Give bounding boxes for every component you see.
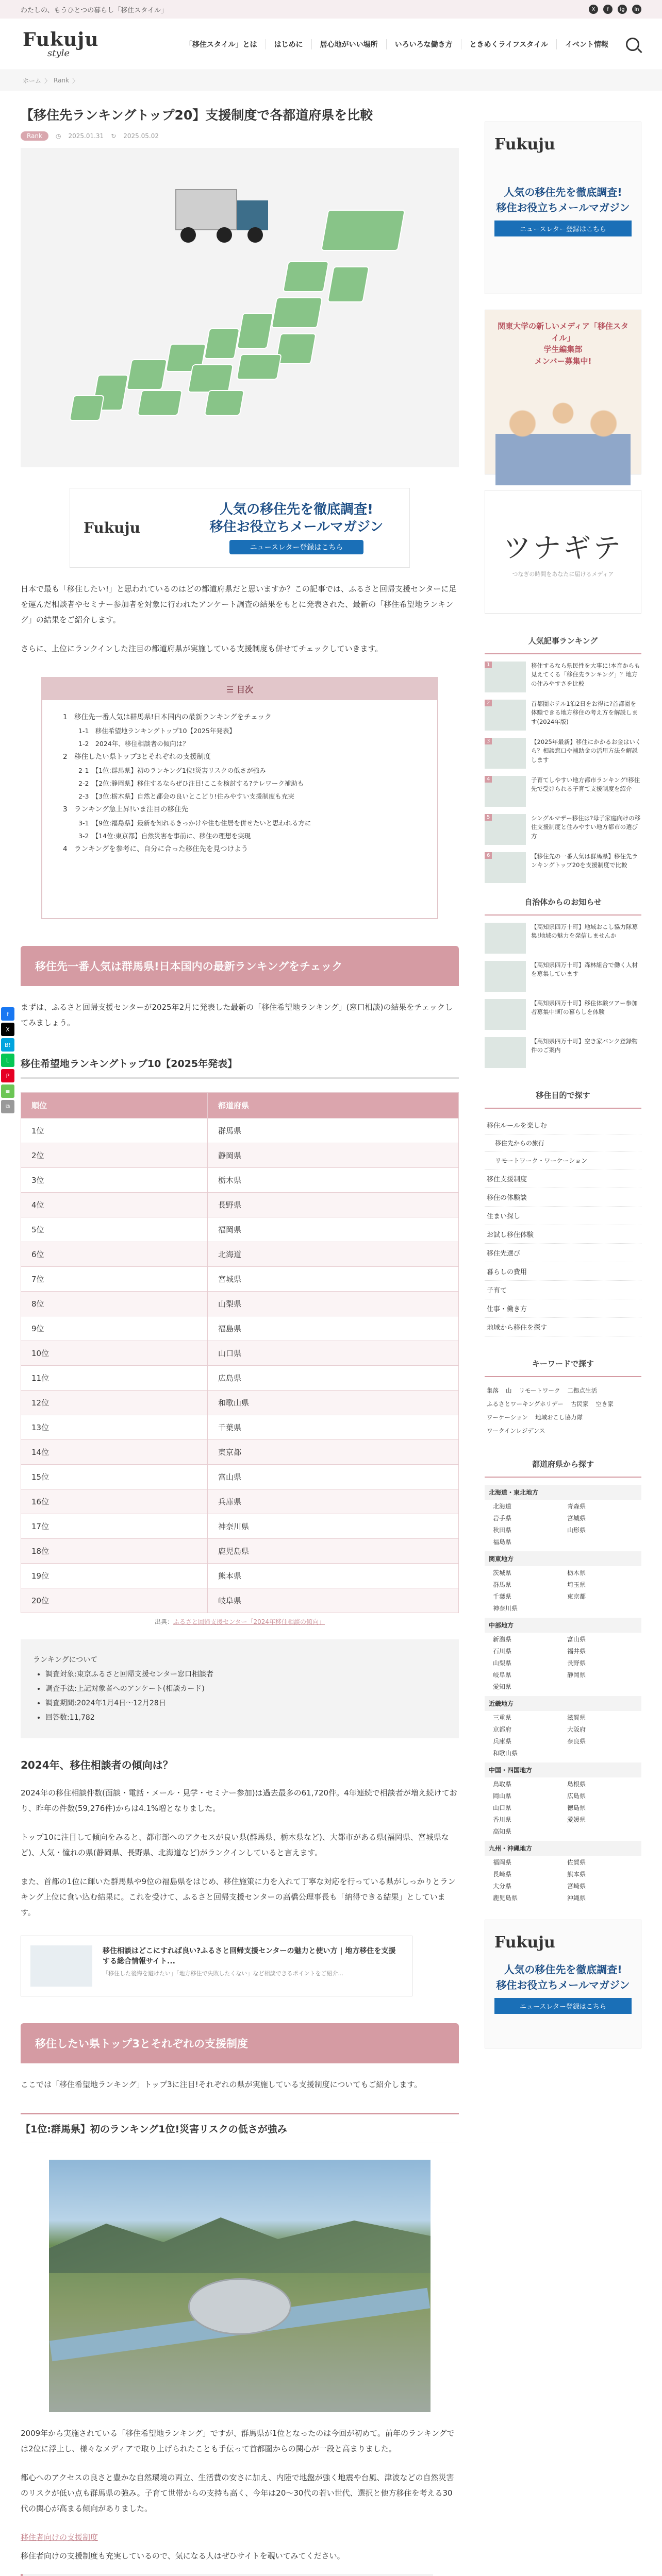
prefecture-link[interactable]: 福岡県 <box>493 1859 512 1866</box>
blog-card-desc: 「移住した後悔を避けたい」「地方移住で失敗したくない」など相談できるポイントをご紹介... <box>103 1970 343 1977</box>
toc-item[interactable]: 2-3 【3位:栃木県】自然と都会の良いとこどり!住みやすい支援制度も充実 <box>78 792 294 800</box>
breadcrumb <box>0 70 662 91</box>
gunma-paragraph-3 <box>21 2530 459 2545</box>
region-heading[interactable]: 中国・四国地方 <box>485 1762 641 1777</box>
article-main <box>21 91 459 2576</box>
prefecture-link[interactable]: 愛知県 <box>493 1683 512 1690</box>
prefecture-link[interactable]: 愛媛県 <box>567 1816 586 1823</box>
news-item[interactable] <box>485 923 641 954</box>
top3-intro: ここでは「移住希望地ランキング」トップ3に注目!それぞれの県が実施している支援制度についてもご紹介します。 <box>21 2080 422 2089</box>
purpose-item[interactable]: 移住の体験談 <box>485 1188 641 1207</box>
purpose-item[interactable]: 移住ルールを楽しむ <box>485 1116 641 1134</box>
share-line-icon[interactable]: L <box>1 1054 14 1067</box>
prefecture-link[interactable]: 栃木県 <box>567 1569 586 1577</box>
prefecture-link[interactable]: 北海道 <box>493 1503 512 1510</box>
ranking-thumbnail <box>485 814 526 845</box>
sidebar-newsletter-button[interactable]: ニュースレター登録はこちら <box>494 1998 632 2014</box>
note-item: • 調査手法:上記対象者へのアンケート(相談カード) <box>45 1682 446 1696</box>
pref-col-header: 都道府県 <box>208 1093 459 1118</box>
keyword-tag[interactable]: リモートワーク <box>519 1387 560 1394</box>
prefecture-link[interactable]: 長崎県 <box>493 1871 512 1878</box>
rank-cell: 5位 <box>21 1217 208 1242</box>
table-row <box>21 1489 459 1514</box>
prefecture-link[interactable]: 東京都 <box>567 1593 586 1600</box>
share-feedly-icon[interactable]: ≡ <box>1 1084 14 1098</box>
prefecture-cell: 富山県 <box>208 1465 459 1489</box>
prefecture-grid <box>485 1500 641 1548</box>
instagram-icon[interactable]: ig <box>618 5 627 14</box>
prefecture-cell: 静岡県 <box>208 1143 459 1168</box>
rank-cell: 17位 <box>21 1514 208 1539</box>
rank-badge: 4 <box>485 776 492 783</box>
rank-cell: 16位 <box>21 1489 208 1514</box>
purpose-list <box>485 1116 641 1336</box>
rank-badge: 2 <box>485 700 492 706</box>
prefecture-link[interactable] <box>567 1749 633 1757</box>
note-title: ランキングについて <box>33 1656 98 1664</box>
news-item[interactable] <box>485 961 641 992</box>
newsletter-button[interactable]: ニュースレター登録はこちら <box>229 540 364 554</box>
prefecture-link[interactable]: 福島県 <box>493 1538 512 1546</box>
ranking-item-title: 【2025年最新】移住にかかるお金はいくら？相談窓口や補助金の活用方法を解説します <box>531 738 641 764</box>
sidebar-newsletter-banner[interactable] <box>485 122 641 294</box>
table-row <box>21 1588 459 1613</box>
prefecture-cell: 岐阜県 <box>208 1588 459 1613</box>
prefecture-link[interactable]: 三重県 <box>493 1714 512 1721</box>
updated-date: 2025.05.02 <box>123 132 159 140</box>
prefecture-link[interactable]: 熊本県 <box>567 1871 586 1878</box>
news-thumbnail <box>485 961 526 992</box>
prefecture-link[interactable]: 高知県 <box>493 1828 512 1835</box>
ranking-item-title: 首都圏ホテル1泊2日をお得に?首都圏を体験できる地方移住の考え方を解説します(2024年版) <box>531 700 638 725</box>
prefecture-cell: 福島県 <box>208 1316 459 1341</box>
rank-cell: 15位 <box>21 1465 208 1489</box>
table-row <box>21 1316 459 1341</box>
rank-cell: 20位 <box>21 1588 208 1613</box>
rank-badge: 3 <box>485 738 492 744</box>
site-header <box>0 19 662 70</box>
prefecture-link[interactable]: 沖縄県 <box>567 1894 586 1902</box>
prefecture-cell: 山梨県 <box>208 1292 459 1316</box>
ranking-item[interactable] <box>485 776 641 807</box>
purpose-item[interactable]: 地域から移住を探す <box>485 1318 641 1336</box>
prefecture-link[interactable]: 岡山県 <box>493 1792 512 1800</box>
prefecture-list <box>485 1485 641 1904</box>
region-heading[interactable]: 中部地方 <box>485 1618 641 1633</box>
news-item-title: 【高知県四万十町】移住体験ツアー参加者募集中!町の暮らしを体験 <box>531 999 638 1016</box>
students-illustration <box>495 382 631 485</box>
category-badge[interactable]: Rank <box>21 131 48 141</box>
clock-icon: ◷ <box>55 132 61 140</box>
prefecture-link[interactable]: 鳥取県 <box>493 1781 512 1788</box>
prefecture-link[interactable]: 青森県 <box>567 1503 586 1510</box>
support-info-box <box>21 2574 433 2576</box>
purpose-item[interactable]: 住まい探し <box>485 1207 641 1225</box>
ranking-item[interactable] <box>485 700 641 731</box>
share-x-icon[interactable]: X <box>1 1023 14 1036</box>
gunma-heading: 【1位:群馬県】初のランキング1位!災害リスクの低さが強み <box>21 2113 459 2143</box>
prefecture-link[interactable] <box>567 1604 633 1613</box>
ranking-thumbnail <box>485 852 526 883</box>
prefecture-link[interactable]: 富山県 <box>567 1636 586 1643</box>
rank-cell: 9位 <box>21 1316 208 1341</box>
nav-work[interactable]: いろいろな働き方 <box>387 39 461 49</box>
source-note: 出典：ふるさと回帰支援センター「2024年移住相談の傾向」 <box>154 1618 325 1625</box>
prefecture-cell: 和歌山県 <box>208 1391 459 1415</box>
table-row <box>21 1267 459 1292</box>
trend-paragraph-3: また、首都の1位に輝いた群馬県や9位の福島県をはじめ、移住施策に力を入れて丁寧な対応を行っている県がしっかりとランキング上位に食い込む結果に。これを受けて、ふるさと回帰支援センターの高橋公理事長も「納得できる結果」としています。 <box>21 1877 456 1917</box>
nav-places[interactable]: 居心地がいい場所 <box>312 39 387 49</box>
toc-item[interactable]: 3-2 【14位:東京都】自然災害を事前に、移住の理想を実現 <box>78 832 251 840</box>
toc-item[interactable]: 4 ランキングを参考に、自分に合った移住先を見つけよう <box>63 845 249 853</box>
prefecture-cell: 神奈川県 <box>208 1514 459 1539</box>
ranking-thumbnail <box>485 776 526 807</box>
survey-note-box <box>21 1639 459 1738</box>
ranking-item[interactable] <box>485 738 641 769</box>
news-item[interactable] <box>485 1037 641 1068</box>
prefecture-link[interactable]: 秋田県 <box>493 1527 512 1534</box>
sidebar-newsletter-banner-bottom[interactable]: Fukuju 人気の移住先を徹底調査! 移住お役立ちメールマガジン ニュースレター登録はこちら <box>485 1920 641 2048</box>
keyword-list <box>485 1384 641 1437</box>
table-row <box>21 1193 459 1217</box>
region-heading[interactable]: 北海道・東北地方 <box>485 1485 641 1500</box>
toc-item[interactable]: 1-1 移住希望地ランキングトップ10【2025年発表】 <box>78 727 236 735</box>
table-row <box>21 1366 459 1391</box>
prefecture-grid <box>485 1711 641 1759</box>
tsunagite-sub: つなぎの時間をあなたに届けるメディア <box>512 570 614 578</box>
prefecture-link[interactable]: 石川県 <box>493 1648 512 1655</box>
prefecture-link[interactable]: 島根県 <box>567 1781 586 1788</box>
keyword-tag[interactable]: ワーケーション <box>487 1414 528 1421</box>
ranking-widget-title: 人気記事ランキング <box>485 629 641 654</box>
ranking-item-title: 子育てしやすい地方都市ランキング!移住先で受けられる子育て支援制度を紹介 <box>531 776 640 793</box>
keyword-tag[interactable]: 山 <box>506 1387 512 1394</box>
ranking-thumbnail <box>485 662 526 692</box>
breadcrumb-category[interactable]: Rank <box>54 77 70 84</box>
purpose-item[interactable]: お試し移住体験 <box>485 1225 641 1244</box>
note-item: • 調査対象:東京ふるさと回帰支援センター窓口相談者 <box>45 1667 446 1682</box>
nav-lifestyle[interactable]: ときめくライフスタイル <box>461 39 557 49</box>
keyword-tag[interactable]: ふるさとワーキングホリデー <box>487 1400 564 1408</box>
prefecture-link[interactable]: 和歌山県 <box>493 1750 518 1757</box>
news-item-title: 【高知県四万十町】森林組合で働く人材を募集しています <box>531 961 638 978</box>
toc-list <box>42 700 437 867</box>
toc-item[interactable]: 1 移住先一番人気は群馬県!日本国内の最新ランキングをチェック <box>63 713 272 721</box>
news-thumbnail <box>485 1037 526 1068</box>
keyword-widget-title: キーワードで探す <box>485 1352 641 1377</box>
keyword-tag[interactable]: 古民家 <box>570 1400 589 1408</box>
prefecture-link[interactable]: 鹿児島県 <box>493 1894 518 1902</box>
rank-cell: 19位 <box>21 1564 208 1588</box>
prefecture-cell: 長野県 <box>208 1193 459 1217</box>
table-row <box>21 1118 459 1143</box>
prefecture-grid <box>485 1777 641 1838</box>
share-pinterest-icon[interactable]: P <box>1 1069 14 1082</box>
note-item: • 調査期間:2024年1月4日〜12月28日 <box>45 1696 446 1710</box>
section-heading-1: 移住先一番人気は群馬県!日本国内の最新ランキングをチェック <box>21 946 459 986</box>
ranking-heading: 移住希望地ランキングトップ10【2025年発表】 <box>21 1049 459 1079</box>
gunma-paragraph-3-text: 移住者向けの支援制度も充実しているので、気になる人はぜひサイトを覗いてみてください。 <box>21 2551 345 2561</box>
gunma-paragraph-1: 2009年から実施されている「移住希望地ランキング」ですが、群馬県が1位となったのは今回が初めて。前年のランキングでは2位に浮上し、様々なメディアで取り上げられたことも手伝って首都圏からの関心が一段と高まりました。 <box>21 2429 455 2453</box>
news-list <box>485 923 641 1068</box>
tsunagite-logo: ツナギテ <box>503 531 623 564</box>
rank-cell: 7位 <box>21 1267 208 1292</box>
rank-badge: 1 <box>485 662 492 668</box>
prefecture-link[interactable]: 滋賀県 <box>567 1714 586 1721</box>
prefecture-link[interactable]: 茨城県 <box>493 1569 512 1577</box>
share-hatena-icon[interactable]: B! <box>1 1038 14 1052</box>
rank-cell: 13位 <box>21 1415 208 1440</box>
table-of-contents <box>41 677 438 919</box>
rank-cell: 3位 <box>21 1168 208 1193</box>
prefecture-link[interactable]: 静岡県 <box>567 1671 586 1679</box>
prefecture-cell: 兵庫県 <box>208 1489 459 1514</box>
table-row <box>21 1217 459 1242</box>
table-row <box>21 1143 459 1168</box>
breadcrumb-sep: 〉 <box>44 77 51 84</box>
sidebar <box>485 91 641 2576</box>
prefecture-link[interactable]: 岐阜県 <box>493 1671 512 1679</box>
prefecture-cell: 宮城県 <box>208 1267 459 1292</box>
banner-logo: Fukuju <box>84 519 140 536</box>
table-row <box>21 1564 459 1588</box>
breadcrumb-home[interactable]: ホーム <box>23 77 42 84</box>
rank-col-header: 順位 <box>21 1093 208 1118</box>
purpose-item[interactable]: リモートワーク・ワーケーション <box>485 1152 641 1170</box>
prefecture-grid <box>485 1566 641 1615</box>
prefecture-link[interactable] <box>567 1682 633 1691</box>
banner-title: 人気の移住先を徹底調査! 移住お役立ちメールマガジン <box>209 501 384 535</box>
prefecture-link[interactable]: 宮城県 <box>567 1515 586 1522</box>
prefecture-link[interactable]: 佐賀県 <box>567 1859 586 1866</box>
prefecture-link[interactable]: 大阪府 <box>567 1726 586 1733</box>
prefecture-grid <box>485 1633 641 1693</box>
table-row <box>21 1514 459 1539</box>
toc-item[interactable]: 3-1 【9位:福島県】最新を知れるきっかけや住む住居を併せたいと思われる方に <box>78 819 311 827</box>
prefecture-link[interactable]: 神奈川県 <box>493 1605 518 1612</box>
popular-ranking-list <box>485 662 641 883</box>
table-row <box>21 1391 459 1415</box>
ranking-thumbnail <box>485 738 526 769</box>
rank-cell: 8位 <box>21 1292 208 1316</box>
table-row <box>21 1168 459 1193</box>
line-icon[interactable]: ln <box>632 5 641 14</box>
prefecture-link[interactable]: 広島県 <box>567 1792 586 1800</box>
prefecture-link[interactable]: 福井県 <box>567 1648 586 1655</box>
rank-cell: 4位 <box>21 1193 208 1217</box>
purpose-item[interactable]: 子育て <box>485 1281 641 1299</box>
breadcrumb-sep: 〉 <box>72 77 79 84</box>
news-item-title: 【高知県四万十町】地域おこし協力隊募集!地域の魅力を発信しませんか <box>531 923 638 940</box>
table-row <box>21 1539 459 1564</box>
keyword-tag[interactable]: 地域おこし協力隊 <box>535 1414 583 1421</box>
ranking-item[interactable] <box>485 662 641 692</box>
share-facebook-icon[interactable]: f <box>1 1007 14 1021</box>
gunma-photo <box>49 2160 431 2412</box>
toc-title: ☰ 目次 <box>42 678 437 700</box>
rank-cell: 11位 <box>21 1366 208 1391</box>
ranking-item[interactable] <box>485 814 641 845</box>
table-row <box>21 1440 459 1465</box>
prefecture-link[interactable]: 新潟県 <box>493 1636 512 1643</box>
toc-item[interactable]: 2-1 【1位:群馬県】初のランキング1位!災害リスクの低さが強み <box>78 767 266 774</box>
prefecture-link[interactable]: 徳島県 <box>567 1804 586 1811</box>
sidebar-newsletter-button[interactable]: ニュースレター登録はこちら <box>494 221 632 236</box>
prefecture-link[interactable]: 兵庫県 <box>493 1738 512 1745</box>
ranking-intro: まずは、ふるさと回帰支援センターが2025年2月に発表した最新の「移住希望地ランキング」(窓口相談)の結果をチェックしてみましょう。 <box>21 1003 453 1027</box>
table-row <box>21 1341 459 1366</box>
prefecture-link[interactable]: 千葉県 <box>493 1593 512 1600</box>
section-heading-2: 移住したい県トップ3とそれぞれの支援制度 <box>21 2023 459 2063</box>
trend-paragraph-2: トップ10に注目して傾向をみると、都市部へのアクセスが良い県(群馬県、栃木県など)、大都市がある県(福岡県、宮城県など)、人気・憧れの県(静岡県、長野県、北海道など)がランクインしていると言えます。 <box>21 1833 449 1857</box>
nav-about[interactable]: 「移住スタイル」とは <box>177 39 266 49</box>
prefecture-link[interactable] <box>567 1827 633 1836</box>
prefecture-cell: 東京都 <box>208 1440 459 1465</box>
trend-heading: 2024年、移住相談者の傾向は？ <box>21 1759 173 1771</box>
prefecture-cell: 山口県 <box>208 1341 459 1366</box>
global-nav <box>177 39 617 49</box>
prefecture-link[interactable]: 宮崎県 <box>567 1883 586 1890</box>
table-row <box>21 1415 459 1440</box>
nav-intro[interactable]: はじめに <box>266 39 312 49</box>
prefecture-grid <box>485 1856 641 1904</box>
rank-cell: 2位 <box>21 1143 208 1168</box>
purpose-item[interactable]: 仕事・働き方 <box>485 1299 641 1318</box>
toc-item[interactable]: 2 移住したい県トップ3とそれぞれの支援制度 <box>63 753 211 761</box>
published-date: 2025.01.31 <box>68 132 104 140</box>
prefecture-cell: 栃木県 <box>208 1168 459 1193</box>
toc-item[interactable]: 1-2 2024年、移住相談者の傾向は？ <box>78 740 189 748</box>
keyword-tag[interactable]: 二拠点生活 <box>567 1387 598 1394</box>
ranking-item-title: シングルマザー移住は?母子家庭向けの移住支援制度と住みやすい地方都市の選び方 <box>531 815 641 840</box>
eyecatch-image <box>21 148 459 467</box>
prefecture-link[interactable]: 山形県 <box>567 1527 586 1534</box>
note-item: • 回答数:11,782 <box>45 1710 446 1725</box>
table-row <box>21 1292 459 1316</box>
prefecture-cell: 広島県 <box>208 1366 459 1391</box>
intro-paragraph-2: さらに、上位にランクインした注目の都道府県が実施している支援制度も併せてチェックしていきます。 <box>21 644 383 653</box>
rank-cell: 12位 <box>21 1391 208 1415</box>
article-title: 【移住先ランキングトップ20】支援制度で各都道府県を比較 <box>21 108 373 123</box>
keyword-tag[interactable]: ワークインレジデンス <box>487 1427 545 1434</box>
rank-badge: 5 <box>485 814 492 821</box>
facebook-icon[interactable]: f <box>603 5 613 14</box>
table-row <box>21 1242 459 1267</box>
share-copy-icon[interactable]: ⧉ <box>1 1100 14 1113</box>
prefecture-cell: 福岡県 <box>208 1217 459 1242</box>
prefecture-link[interactable]: 山口県 <box>493 1804 512 1811</box>
site-tagline: わたしの、もうひとつの暮らし「移住スタイル」 <box>21 6 168 14</box>
purpose-item[interactable]: 暮らしの費用 <box>485 1262 641 1281</box>
prefecture-link[interactable]: 香川県 <box>493 1816 512 1823</box>
student-banner-title: 関東大学の新しいメディア「移住スタイル」 学生編集部 メンバー募集中! <box>498 321 628 366</box>
region-heading[interactable]: 九州・沖縄地方 <box>485 1841 641 1856</box>
news-thumbnail <box>485 923 526 954</box>
toc-item[interactable]: 2-2 【2位:静岡県】移住するならぜひ注目!ここを検討する?テレワーク補助も <box>78 779 304 787</box>
keyword-tag[interactable]: 集落 <box>487 1387 499 1394</box>
prefecture-cell: 群馬県 <box>208 1118 459 1143</box>
keyword-tag[interactable]: 空き家 <box>595 1400 614 1408</box>
purpose-item[interactable]: 移住先選び <box>485 1244 641 1262</box>
news-thumbnail <box>485 999 526 1030</box>
student-recruit-banner[interactable] <box>485 310 641 474</box>
region-heading[interactable]: 関東地方 <box>485 1551 641 1566</box>
site-logo[interactable]: Fukuju style <box>23 28 99 59</box>
prefecture-cell: 千葉県 <box>208 1415 459 1440</box>
news-widget-title: 自治体からのお知らせ <box>485 890 641 916</box>
source-link[interactable]: ふるさと回帰支援センター「2024年移住相談の傾向」 <box>173 1618 325 1625</box>
list-icon: ☰ <box>226 685 237 694</box>
social-links <box>589 5 641 14</box>
intro-paragraph-1: 日本で最も「移住したい!」と思われているのはどの都道府県だと思いますか？この記事では、ふるさと回帰支援センターに足を運んだ相談者やセミナー参加者を対象に行われたアンケート調査の結果をもとに発表された、最新の「移住希望地ランキング」の結果をご紹介します。 <box>21 584 457 624</box>
gunma-paragraph-2: 都心へのアクセスの良さと豊かな自然環境の両立、生活費の安さに加え、内陸で地盤が強く地震や台風、津波などの自然災害のリスクが低い点も群馬県の強み。子育て世帯からの支持も高く、今年は20〜30代の若い世代、選択と他方移住を考える30代の関心が高まる傾向がありました。 <box>21 2473 454 2513</box>
prefecture-link[interactable]: 奈良県 <box>567 1738 586 1745</box>
purpose-item[interactable]: 移住支援制度 <box>485 1170 641 1188</box>
prefecture-link[interactable]: 群馬県 <box>493 1581 512 1588</box>
region-heading[interactable]: 近畿地方 <box>485 1696 641 1711</box>
prefecture-link[interactable]: 京都府 <box>493 1726 512 1733</box>
truck-model <box>175 189 273 251</box>
ranking-item-title: 移住するなら県民性を大事に!本音からも見えてくる「移住先ランキング」？地方の住みやすさを比較 <box>531 662 640 687</box>
rank-cell: 10位 <box>21 1341 208 1366</box>
rank-badge: 6 <box>485 852 492 859</box>
rank-cell: 18位 <box>21 1539 208 1564</box>
x-icon[interactable]: X <box>589 5 598 14</box>
ranking-item[interactable] <box>485 852 641 883</box>
prefecture-link[interactable]: 埼玉県 <box>567 1581 586 1588</box>
blog-card-title: 移住相談はどこにすれば良い?ふるさと回帰支援センターの魅力と使い方 | 地方移住を支援する総合情報サイト... <box>103 1947 396 1965</box>
prefecture-link[interactable]: 長野県 <box>567 1659 586 1667</box>
news-item-title: 【高知県四万十町】空き家バンク登録物件のご案内 <box>531 1038 638 1054</box>
table-row <box>21 1465 459 1489</box>
search-icon[interactable] <box>626 38 639 51</box>
prefecture-cell: 熊本県 <box>208 1564 459 1588</box>
rank-cell: 1位 <box>21 1118 208 1143</box>
toc-item[interactable]: 3 ランキング急上昇!いま注目の移住先 <box>63 805 189 814</box>
prefecture-cell: 鹿児島県 <box>208 1539 459 1564</box>
sidebar-banner-title: 人気の移住先を徹底調査! 移住お役立ちメールマガジン <box>496 186 630 214</box>
ranking-thumbnail <box>485 700 526 731</box>
purpose-item[interactable]: 移住先からの旅行 <box>485 1134 641 1152</box>
support-link[interactable]: 移住者向けの支援制度 <box>21 2533 98 2542</box>
rank-cell: 14位 <box>21 1440 208 1465</box>
prefecture-link[interactable] <box>567 1537 633 1546</box>
news-item[interactable] <box>485 999 641 1030</box>
blog-card-thumbnail <box>30 1945 92 1987</box>
purpose-widget-title: 移住目的で探す <box>485 1083 641 1109</box>
rank-cell: 6位 <box>21 1242 208 1267</box>
prefecture-widget-title: 都道府県から探す <box>485 1452 641 1478</box>
top-bar <box>0 0 662 19</box>
newsletter-banner[interactable] <box>70 488 410 568</box>
prefecture-link[interactable]: 大分県 <box>493 1883 512 1890</box>
prefecture-cell: 北海道 <box>208 1242 459 1267</box>
ranking-table <box>21 1092 459 1613</box>
article-meta <box>21 131 459 141</box>
nav-events[interactable]: イベント情報 <box>565 40 608 49</box>
ranking-item-title: 【移住先の一番人気は群馬県】移住先ランキングトップ20を支援制度で比較 <box>531 853 638 869</box>
trend-paragraph-1: 2024年の移住相談件数(面談・電話・メール・見学・セミナー参加)は過去最多の61,720件。4年連続で相談者が増え続けており、昨年の件数(59,276件)からは4.1%増となりました。 <box>21 1788 457 1813</box>
sidebar-banner-logo: Fukuju <box>494 135 555 154</box>
prefecture-link[interactable]: 岩手県 <box>493 1515 512 1522</box>
refresh-icon: ↻ <box>111 132 117 140</box>
blog-card-link[interactable] <box>21 1936 412 1996</box>
prefecture-link[interactable]: 山梨県 <box>493 1659 512 1667</box>
tsunagite-banner[interactable] <box>485 490 641 614</box>
